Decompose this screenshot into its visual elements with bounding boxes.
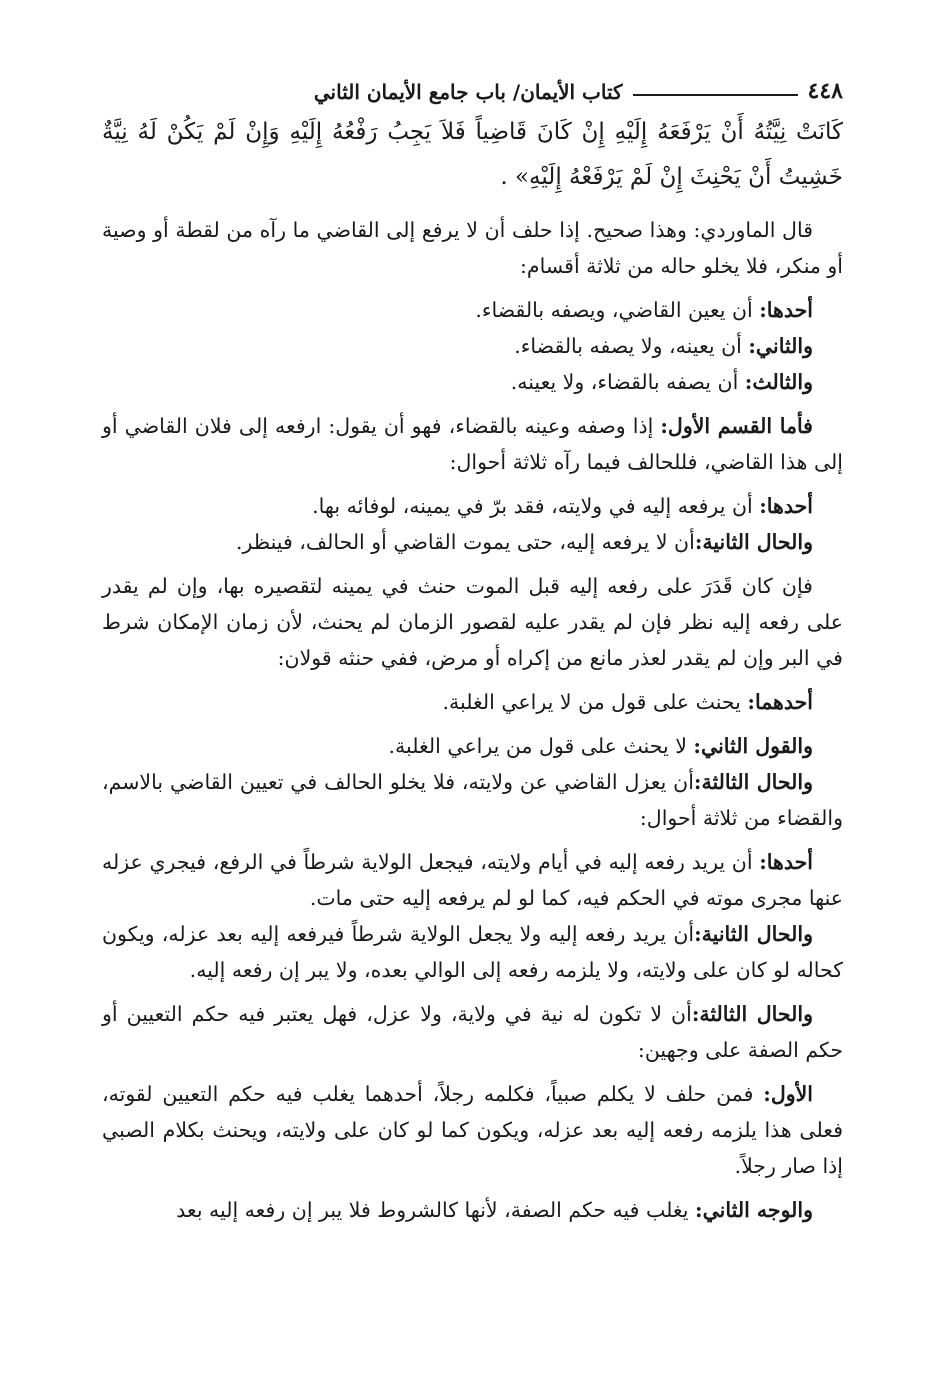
paragraph: أحدها: أن يعين القاضي، ويصفه بالقضاء. (475, 298, 813, 322)
paragraph: والوجه الثاني: يغلب فيه حكم الصفة، لأنها كالشروط فلا يبر إن رفعه إليه بعد (176, 1198, 813, 1222)
paragraph-lead: والقول الثاني: (693, 734, 813, 758)
paragraph-lead: والحال الثانية: (694, 922, 813, 946)
paragraph-lead: والثالث: (744, 370, 813, 394)
paragraph-lead: والحال الثالثة: (693, 770, 813, 794)
paragraph: فأما القسم الأول: إذا وصفه وعينه بالقضاء، فهو أن يقول: ارفعه إلى فلان القاضي أو إلى هذا القاضي، فللحالف فيما رآه ثلاثة أحوال: (102, 414, 843, 474)
paragraph: الأول: فمن حلف لا يكلم صبياً، فكلمه رجلاً، أحدهما يغلب فيه حكم التعيين لقوته، فعلى هذا يلزمه رفعه إليه بعد عزله، ويكون كما لو كان على ولايته، ويحنث بكلام الصبي إذا صار رجلاً. (102, 1082, 843, 1178)
running-title: كتاب الأيمان/ باب جامع الأيمان الثاني (313, 80, 623, 104)
paragraph-lead: والوجه الثاني: (695, 1198, 813, 1222)
paragraph: فإن كان قَدَرَ على رفعه إليه قبل الموت حنث في يمينه لتقصيره بها، وإن لم يقدر على رفعه إليه نظر فإن لم يقدر عليه لقصور الزمان لم يحنث، لأن زمان الإمكان شرط في البر وإن لم يقدر لعذر مانع من إكراه أو مرض، ففي حنثه قولان: (102, 574, 843, 670)
paragraph: والحال الثانية:أن يريد رفعه إليه ولا يجعل الولاية شرطاً فيرفعه إليه بعد عزله، ويكون كحاله لو كان على ولايته، ولا يلزمه رفعه إلى الوالي بعده، ولا يبر إن رفعه إليه. (102, 922, 843, 982)
paragraph-lead: أحدها: (759, 298, 813, 322)
paragraph: والحال الثالثة:أن لا تكون له نية في ولاية، ولا عزل، فهل يعتبر فيه حكم التعيين أو حكم الصفة على وجهين: (102, 1002, 843, 1062)
paragraph: أحدهما: يحنث على قول من لا يراعي الغلبة. (442, 690, 813, 714)
paragraph: والقول الثاني: لا يحنث على قول من يراعي الغلبة. (388, 734, 813, 758)
paragraph-lead: والحال الثانية: (694, 530, 813, 554)
paragraph: قال الماوردي: وهذا صحيح. إذا حلف أن لا يرفع إلى القاضي ما رآه من لقطة أو وصية أو منكر، فلا يخلو حاله من ثلاثة أقسام: (102, 218, 843, 278)
paragraph: أحدها: أن يريد رفعه إليه في أيام ولايته، فيجعل الولاية شرطاً في الرفع، فيجري عزله عنها مجرى موته في الحكم فيه، كما لو لم يرفعه إليه حتى مات. (102, 850, 843, 910)
header-rule (633, 94, 798, 96)
paragraph: والثاني: أن يعينه، ولا يصفه بالقضاء. (514, 334, 813, 358)
paragraph-lead: والثاني: (748, 334, 813, 358)
paragraph-lead: والحال الثالثة: (691, 1002, 814, 1026)
paragraph: أحدها: أن يرفعه إليه في ولايته، فقد برّ في يمينه، لوفائه بها. (312, 494, 813, 518)
page-number: ٤٤٨ (807, 78, 843, 104)
page-header (102, 74, 843, 104)
paragraph-lead: الأول: (763, 1082, 813, 1106)
paragraph-lead: أحدها: (759, 494, 813, 518)
hadith-text: كَانَتْ نِيَّتُهُ أَنْ يَرْفَعَهُ إِلَيْهِ إِنْ كَانَ قَاضِياً فَلاَ يَجِبُ رَفْعُهُ إِلَيْهِ وَإِنْ لَمْ يَكُنْ لَهُ نِيَّةٌ خَشِيتُ أَنْ يَحْنِثَ إِنْ لَمْ يَرْفَعْهُ إِلَيْهِ» . (102, 119, 843, 190)
paragraph-lead: أحدها: (759, 850, 813, 874)
paragraph-lead: فأما القسم الأول: (660, 414, 813, 438)
paragraph: والحال الثانية:أن لا يرفعه إليه، حتى يموت القاضي أو الحالف، فينظر. (235, 530, 813, 554)
paragraph: والثالث: أن يصفه بالقضاء، ولا يعينه. (510, 370, 813, 394)
paragraph: والحال الثالثة:أن يعزل القاضي عن ولايته، فلا يخلو الحالف في تعيين القاضي بالاسم، والقضاء من ثلاثة أحوال: (102, 770, 843, 830)
paragraph-lead: أحدهما: (747, 690, 813, 714)
